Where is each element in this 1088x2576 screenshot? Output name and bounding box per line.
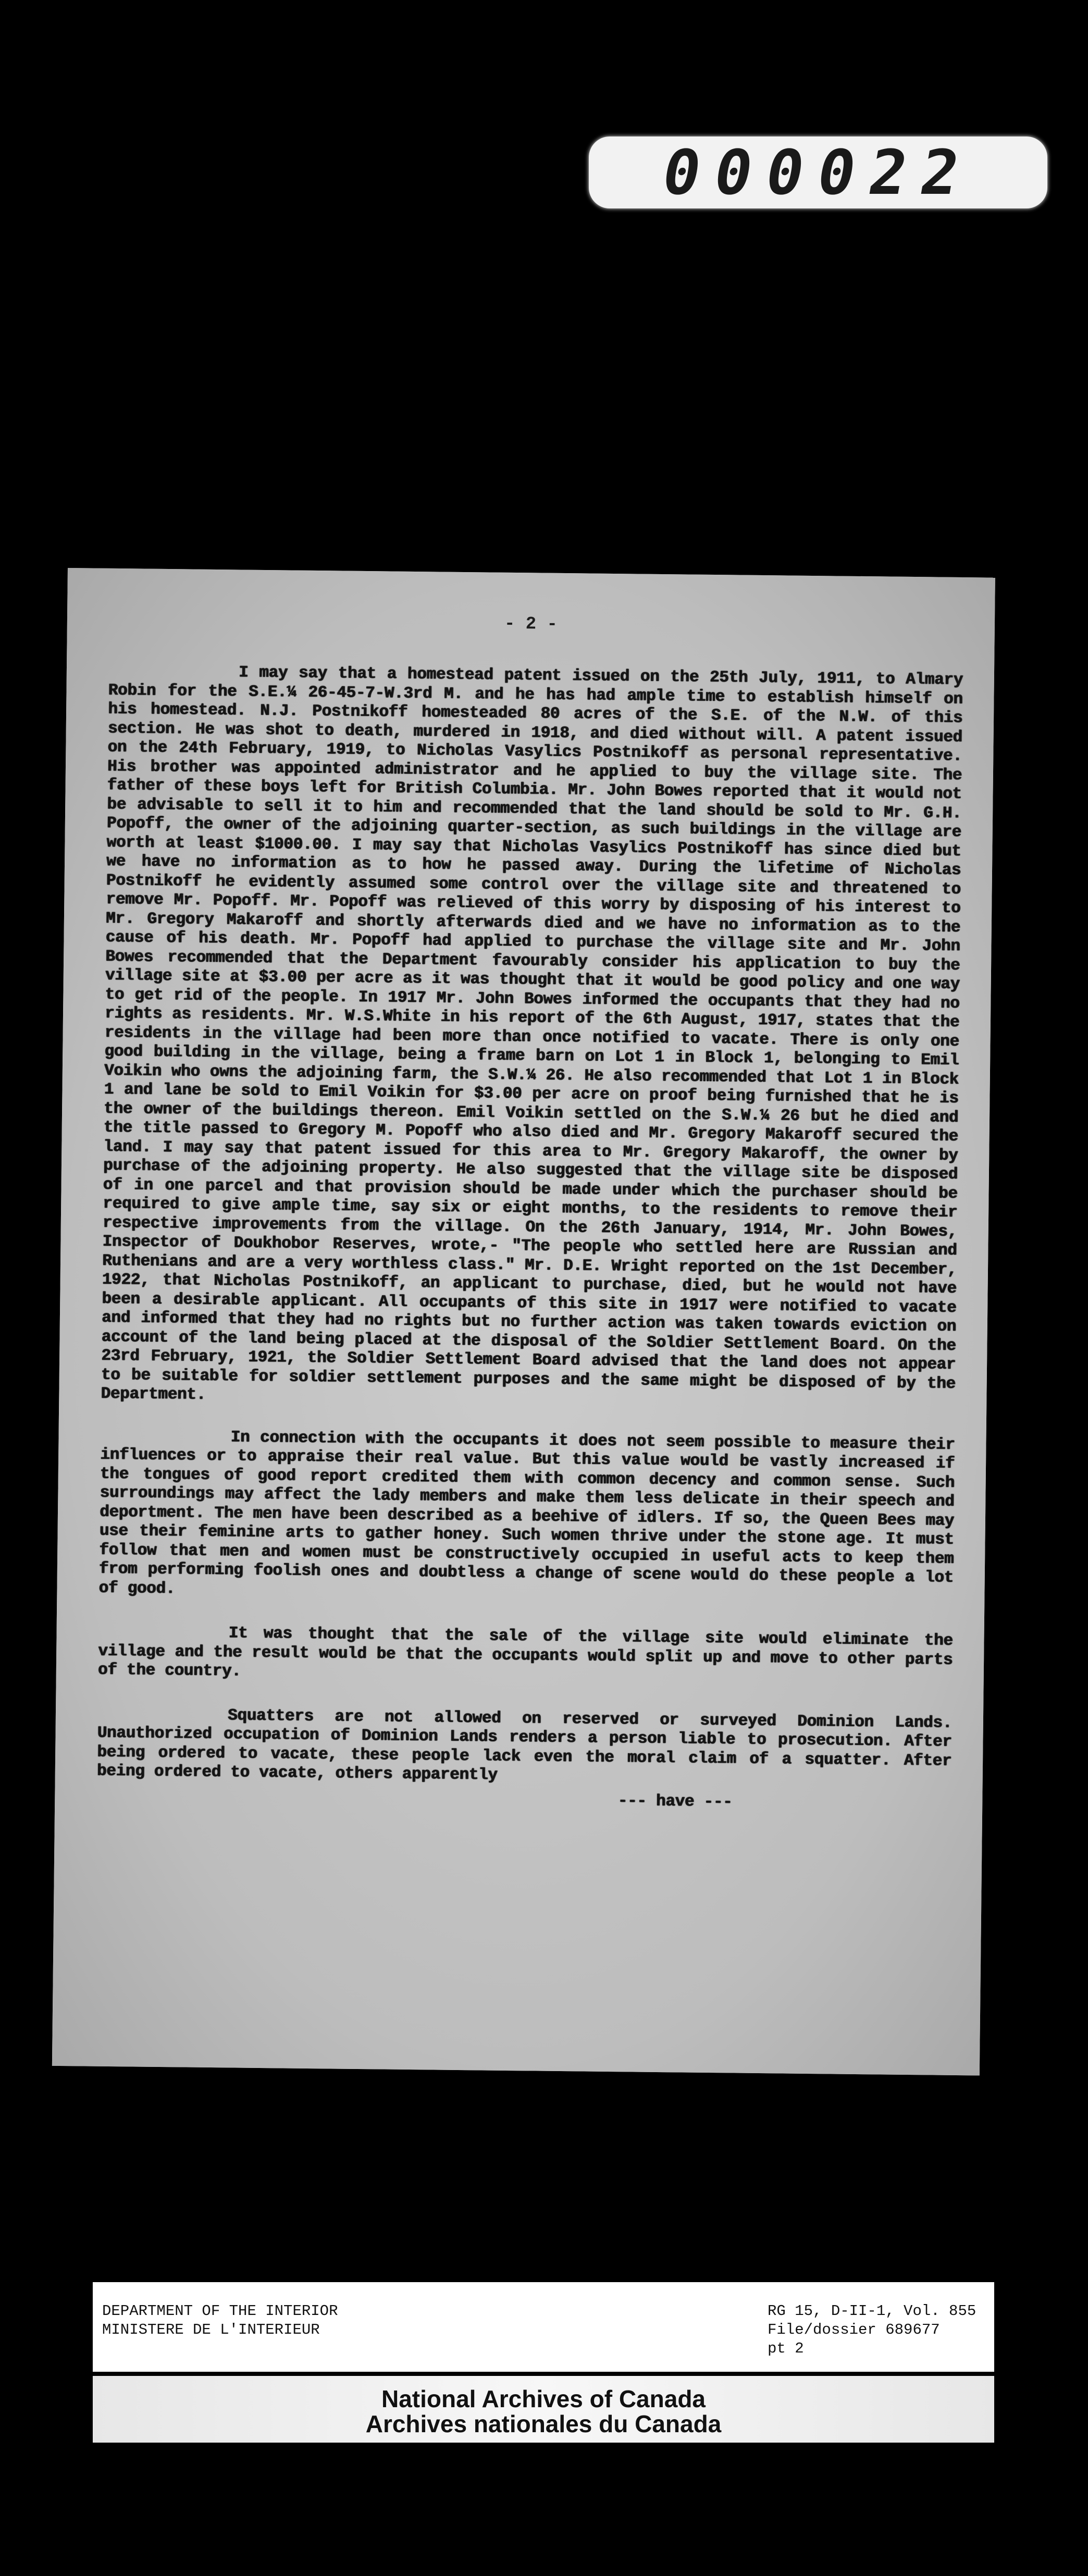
paragraph-2: In connection with the occupants it does not seem possible to measure their influences or to appraise their real value. But this value would be vastly increased if the tongues of good report credited them with common decency and common sense. Such surroundings may affect the lady members and make them less delicate in their speech and deportment. The men have been described as a beehive of idlers. If so, the Queen Bees may use their feminine arts to gather honey. Such women thrive under the stone age. It must follow that men and women must be constructively occupied in useful acts to keep them from performing foolish ones and doubtless a change of scene would do these people a lot of good.	[98, 1428, 955, 1598]
paragraph-4: Squatters are not allowed on reserved or surveyed Dominion Lands. Unauthorized occupation of Dominion Lands renders a person liable to prosecution. After being ordered to vacate, these people lack even the moral claim of a squatter. After being ordered to vacate, others apparently	[96, 1706, 953, 1785]
reference-label	[768, 2302, 976, 2358]
department-french: MINISTERE DE L'INTERIEUR	[102, 2321, 320, 2338]
document-page	[52, 568, 995, 2075]
file-number: File/dossier 689677	[768, 2321, 940, 2338]
record-group: RG 15, D-II-1, Vol. 855	[768, 2302, 976, 2320]
paragraph-1: I may say that a homestead patent issued on the 25th July, 1911, to Almary Robin for the S.E.¼ 26-45-7-W.3rd M. and he has had ample time to establish himself on his homestead. N.J. Postnikoff homesteaded 80 acres of the S.E. of the N.W. of this section. He was shot to death, murdered in 1918, and died without will. A patent issued on the 24th February, 1919, to Nicholas Vasylics Postnikoff as personal representative. His brother was appointed administrator and he applied to buy the village site. The father of these boys left for British Columbia. Mr. John Bowes reported that it would not be advisable to sell it to him and recommended that the land should be sold to Mr. G.H. Popoff, the owner of the adjoining quarter-section, as such buildings in the village are worth at least $1000.00. I may say that Nicholas Vasylics Postnikoff has since died but we have no information as to how he passed away. During the lifetime of Nicholas Postnikoff he evidently assumed some control over the village site and threatened to remove Mr. Popoff. Mr. Popoff was relieved of this worry by disposing of his interest to Mr. Gregory Makaroff and shortly afterwards died and we have no information as to the cause of his death. Mr. Popoff had applied to purchase the village site and Mr. John Bowes recommended that the Department favourably consider his application to buy the village site at $3.00 per acre as it was thought that it would be good policy and one way to get rid of the people. In 1917 Mr. John Bowes informed the occupants that they had no rights as residents. Mr. W.S.White in his report of the 6th August, 1917, states that the residents in the village had been more than once notified to vacate. There is only one good building in the village, being a frame barn on Lot 1 in Block 1, belonging to Emil Voikin who owns the adjoining farm, the S.W.¼ 26. He also recommended that Lot 1 in Block 1 and lane be sold to Emil Voikin for $3.00 per acre on proof being furnished that he is the owner of the buildings thereon. Emil Voikin settled on the S.W.¼ 26 but he died and the title passed to Gregory M. Popoff who also died and Mr. Gregory Makaroff secured the land. I may say that patent issued for this area to Mr. Gregory Makaroff, the owner by purchase of the adjoining property. He also suggested that the village site be disposed of in one parcel and that provision should be made under which the purchaser should be required to give ample time, say six or eight months, to the residents to remove their respective improvements from the village. On the 26th January, 1914, Mr. John Bowes, Inspector of Doukhobor Reserves, wrote,- "The people who settled here are Russian and Ruthenians and are a very worthless class." Mr. D.E. Wright reported on the 1st December, 1922, that Nicholas Postnikoff, an applicant to purchase, died, but he would not have been a desirable applicant. All occupants of this site in 1917 were notified to vacate and informed that they had no rights but no further action was taken towards eviction on account of the land being placed at the disposal of the Soldier Settlement Board. On the 23rd February, 1921, the Soldier Settlement Board advised that the land does not appear to be suitable for soldier settlement purposes and the same might be disposed of by the Department.	[101, 663, 963, 1404]
archives-french: Archives nationales du Canada	[365, 2410, 722, 2437]
part-number: pt 2	[768, 2340, 804, 2357]
department-label	[102, 2302, 338, 2339]
document-body	[96, 662, 963, 1814]
archives-english: National Archives of Canada	[381, 2385, 706, 2412]
frame-number-badge	[589, 137, 1047, 208]
page-number: - 2 -	[504, 614, 558, 635]
frame-number: 000022	[657, 137, 980, 208]
department-english: DEPARTMENT OF THE INTERIOR	[102, 2302, 338, 2320]
archival-label	[93, 2282, 994, 2372]
continuation-marker: --- have ---	[617, 1791, 733, 1811]
archives-banner	[93, 2376, 994, 2443]
paragraph-3: It was thought that the sale of the village site would eliminate the village and the result would be that the occupants would split up and move to other parts of the country.	[97, 1624, 953, 1681]
